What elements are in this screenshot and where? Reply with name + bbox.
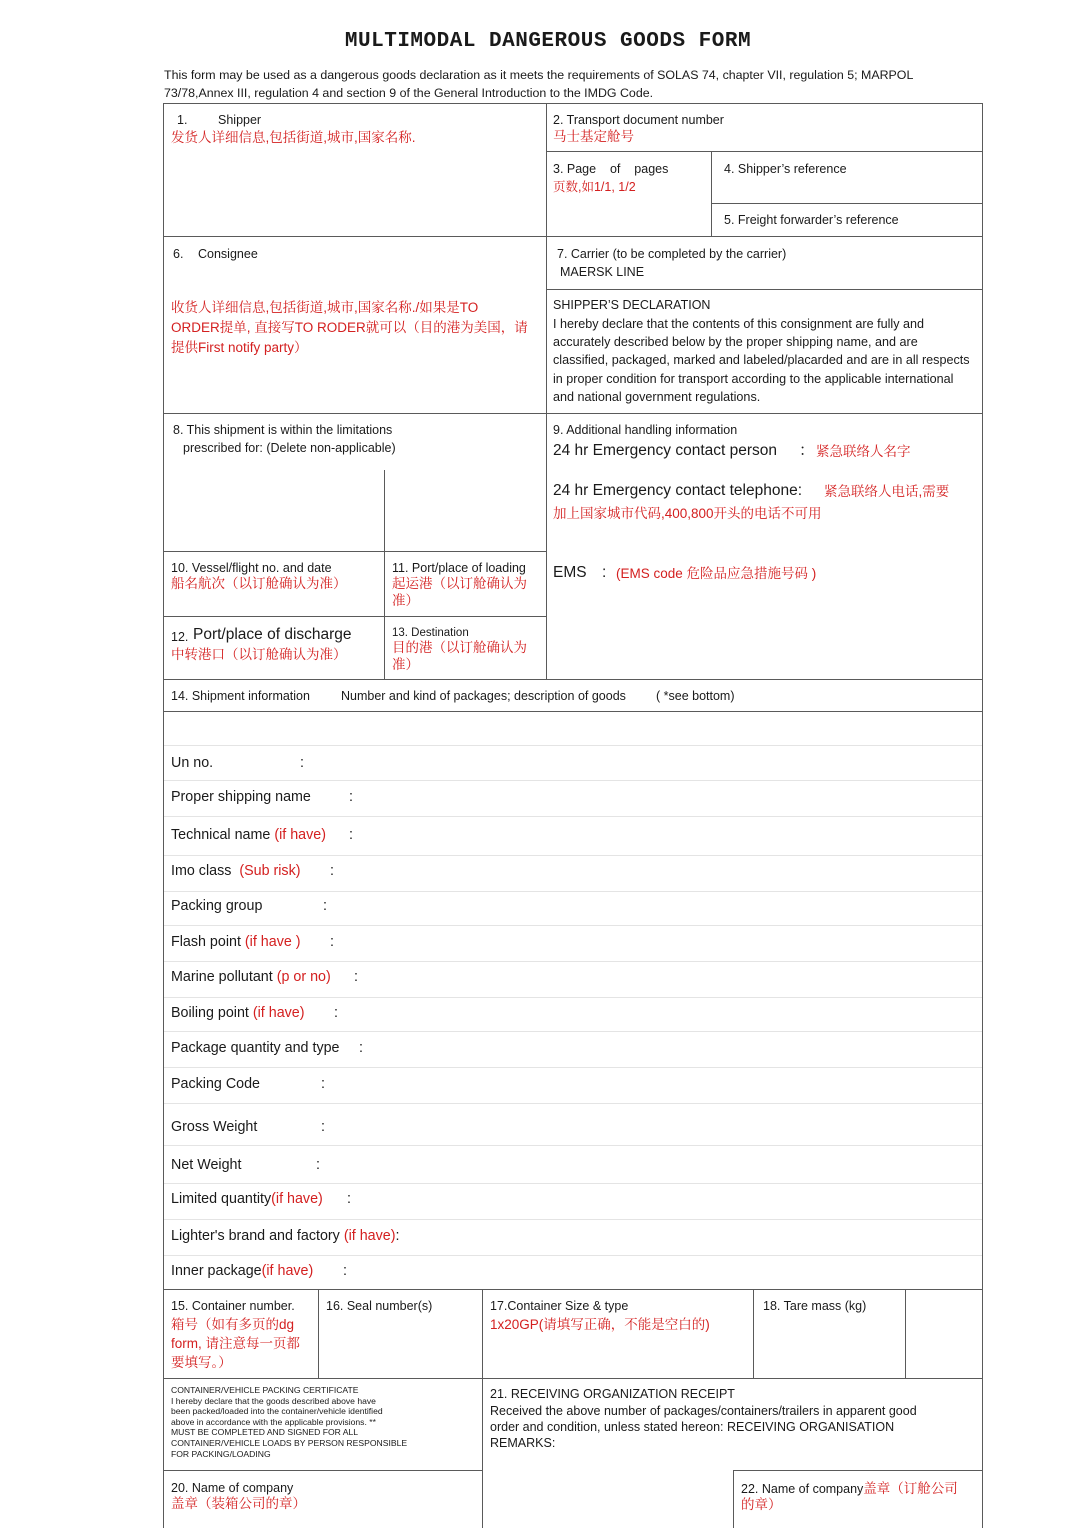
ems-label: EMS bbox=[553, 564, 587, 581]
port-loading-label: 11. Port/place of loading bbox=[392, 561, 526, 575]
field-limited-quantity bbox=[171, 1191, 323, 1207]
transport-doc-note: 马士基定舱号 bbox=[553, 129, 634, 144]
row-separator bbox=[164, 1145, 982, 1146]
receipt-heading: 21. RECEIVING ORGANIZATION RECEIPT bbox=[490, 1387, 735, 1401]
field-un-no bbox=[171, 755, 213, 771]
vessel-flight-label: 10. Vessel/flight no. and date bbox=[171, 561, 332, 575]
field-flash-point bbox=[171, 934, 301, 950]
row-separator bbox=[164, 925, 982, 926]
field-gross-weight bbox=[171, 1119, 257, 1135]
consignee-note-1: 收货人详细信息,包括街道,城市,国家名称./如果是TO bbox=[171, 300, 479, 315]
divider-h bbox=[711, 203, 983, 204]
carrier-value: MAERSK LINE bbox=[560, 265, 645, 279]
port-discharge-label: Port/place of discharge bbox=[193, 626, 352, 643]
field-note: (if have) bbox=[271, 1191, 323, 1207]
field-inner-package bbox=[171, 1263, 313, 1279]
field-label: Marine pollutant bbox=[171, 969, 277, 985]
field-colon: : bbox=[334, 1005, 338, 1021]
row-separator bbox=[164, 1067, 982, 1068]
consignee-label: Consignee bbox=[198, 247, 258, 261]
packing-cert-line: MUST BE COMPLETED AND SIGNED FOR ALL bbox=[171, 1427, 359, 1438]
form-title: MULTIMODAL DANGEROUS GOODS FORM bbox=[344, 30, 752, 53]
divider-h bbox=[546, 151, 983, 152]
field-colon: : bbox=[359, 1040, 363, 1056]
emergency-contact-person-note: 紧急联络人名字 bbox=[816, 444, 911, 459]
booking-company-note-2: 的章） bbox=[741, 1497, 782, 1512]
divider-h bbox=[163, 679, 983, 680]
row-separator bbox=[164, 1219, 982, 1220]
packing-cert-line: FOR PACKING/LOADING bbox=[171, 1448, 271, 1459]
field-colon: : bbox=[349, 827, 353, 843]
divider-h bbox=[733, 1470, 983, 1471]
field-label: Limited quantity bbox=[171, 1191, 272, 1207]
field-label: Package quantity and type bbox=[171, 1040, 340, 1056]
divider-v bbox=[384, 470, 385, 679]
field-package-quantity-type bbox=[171, 1040, 340, 1056]
field-label: Imo class bbox=[171, 863, 240, 879]
field-label: Proper shipping name bbox=[171, 789, 311, 805]
field-colon: : bbox=[321, 1119, 325, 1135]
field-net-weight bbox=[171, 1157, 241, 1173]
divider-v bbox=[482, 1289, 483, 1528]
field-packing-code bbox=[171, 1076, 260, 1092]
field-packing-group bbox=[171, 898, 262, 914]
emergency-contact-phone-label: 24 hr Emergency contact telephone: bbox=[553, 482, 803, 499]
form-border-right bbox=[982, 103, 983, 1528]
ems-colon: : bbox=[602, 564, 607, 581]
field-imo-class bbox=[171, 863, 301, 879]
additional-handling-label: 9. Additional handling information bbox=[553, 423, 738, 437]
packer-company-label: 20. Name of company bbox=[171, 1481, 294, 1495]
seal-number-label: 16. Seal number(s) bbox=[326, 1299, 433, 1313]
row-separator bbox=[164, 780, 982, 781]
booking-company-label-text: 22. Name of company bbox=[741, 1482, 864, 1496]
destination-note-1: 目的港（以订舱确认为 bbox=[392, 640, 527, 655]
divider-h bbox=[163, 616, 546, 617]
packing-cert-line: above in accordance with the applicable provisions. ** bbox=[171, 1416, 376, 1427]
form-border-top bbox=[163, 103, 983, 104]
row-separator bbox=[164, 745, 982, 746]
divider-h bbox=[163, 236, 983, 237]
destination-label: 13. Destination bbox=[392, 627, 469, 639]
limitations-line-2: prescribed for: (Delete non-applicable) bbox=[183, 441, 396, 455]
receipt-line-1: Received the above number of packages/containers/trailers in apparent good bbox=[490, 1404, 917, 1418]
packing-cert-line: been packed/loaded into the container/vehicle identified bbox=[171, 1406, 383, 1417]
packing-cert-line: I hereby declare that the goods described above have bbox=[171, 1395, 376, 1406]
carrier-label: 7. Carrier (to be completed by the carrier) bbox=[557, 247, 787, 261]
container-number-note-1: 箱号（如有多页的dg bbox=[171, 1317, 295, 1332]
row-separator bbox=[164, 1031, 982, 1032]
container-size-label: 17.Container Size & type bbox=[490, 1299, 629, 1313]
shipment-info-see: ( *see bottom) bbox=[656, 689, 735, 703]
field-colon: : bbox=[300, 755, 304, 771]
emergency-contact-person-colon: ： bbox=[799, 442, 815, 459]
row-separator bbox=[164, 1103, 982, 1104]
packer-company-note: 盖章（装箱公司的章） bbox=[171, 1496, 306, 1511]
shipper-note: 发货人详细信息,包括街道,城市,国家名称. bbox=[171, 130, 416, 145]
field-colon: : bbox=[316, 1157, 320, 1173]
field-note: (Sub risk) bbox=[239, 863, 301, 879]
emergency-contact-phone-note-1: 紧急联络人电话,需要 bbox=[824, 484, 950, 499]
row-separator bbox=[164, 891, 982, 892]
field-colon: : bbox=[354, 969, 358, 985]
field-label: Packing Code bbox=[171, 1076, 261, 1092]
receipt-line-3: REMARKS: bbox=[490, 1436, 556, 1450]
field-label: Inner package bbox=[171, 1263, 262, 1279]
field-label: Boiling point bbox=[171, 1005, 253, 1021]
divider-h bbox=[163, 1378, 983, 1379]
field-note: (p or no) bbox=[276, 969, 331, 985]
field-label: Technical name bbox=[171, 827, 275, 843]
row-separator bbox=[164, 816, 982, 817]
page-label: 3. Page of pages bbox=[553, 162, 669, 176]
field-label: Packing group bbox=[171, 898, 263, 914]
packing-certificate bbox=[171, 1385, 477, 1459]
divider-v bbox=[318, 1289, 319, 1378]
field-colon: : bbox=[349, 789, 353, 805]
divider-h bbox=[163, 551, 546, 552]
divider-h bbox=[546, 289, 983, 290]
field-note: (if have) bbox=[261, 1263, 314, 1279]
row-separator bbox=[164, 1255, 982, 1256]
field-lighter-brand bbox=[171, 1228, 399, 1244]
form-intro: This form may be used as a dangerous goods declaration as it meets the requirements of SOLAS 74, chapter VII, regulation 5; MARPOL 73/78,Annex III, regulation 4 and section 9 of the General Introduction to the IMDG Code. bbox=[164, 68, 913, 100]
row-separator bbox=[164, 1183, 982, 1184]
booking-company-note-1: 盖章（订舱公司 bbox=[863, 1481, 958, 1496]
transport-doc-label: 2. Transport document number bbox=[553, 113, 724, 127]
port-loading-note-1: 起运港（以订舱确认为 bbox=[392, 576, 527, 591]
field-technical-name bbox=[171, 827, 326, 843]
port-discharge-note: 中转港口（以订舱确认为准） bbox=[171, 647, 347, 662]
shipper-number: 1. bbox=[177, 113, 188, 127]
limitations-line-1: 8. This shipment is within the limitations bbox=[173, 423, 393, 437]
field-colon: : bbox=[330, 934, 334, 950]
freight-forwarder-reference-label: 5. Freight forwarder’s reference bbox=[724, 213, 899, 227]
shipper-reference-label: 4. Shipper’s reference bbox=[724, 162, 847, 176]
page-note: 页数,如1/1, 1/2 bbox=[553, 180, 636, 194]
field-marine-pollutant bbox=[171, 969, 331, 985]
destination-note-2: 准） bbox=[392, 657, 419, 672]
field-label: Un no. bbox=[171, 755, 214, 771]
tare-mass-label: 18. Tare mass (kg) bbox=[763, 1299, 867, 1313]
divider-h bbox=[163, 413, 983, 414]
vessel-flight-note: 船名航次（以订舱确认为准） bbox=[171, 576, 347, 591]
divider-v bbox=[711, 151, 712, 236]
emergency-contact-phone-note-2: 加上国家城市代码,400,800开头的电话不可用 bbox=[553, 506, 822, 521]
container-number-label: 15. Container number. bbox=[171, 1299, 295, 1313]
field-note: (if have ) bbox=[244, 934, 301, 950]
field-colon: : bbox=[395, 1228, 400, 1244]
packing-cert-line: CONTAINER/VEHICLE LOADS BY PERSON RESPONSIBLE bbox=[171, 1437, 408, 1448]
field-colon: : bbox=[323, 898, 327, 914]
field-label: Net Weight bbox=[171, 1157, 242, 1173]
container-size-note: 1x20GP(请填写正确，不能是空白的) bbox=[490, 1317, 710, 1332]
consignee-note-2: ORDER提单, 直接写TO RODER就可以（目的港为美国，请 bbox=[171, 320, 528, 335]
declaration-heading: SHIPPER’S DECLARATION bbox=[553, 298, 711, 312]
consignee-note-3: 提供First notify party） bbox=[171, 340, 308, 355]
ems-note: (EMS code 危险品应急措施号码 ) bbox=[616, 566, 817, 581]
receipt-line-2: order and condition, unless stated hereon: RECEIVING ORGANISATION bbox=[490, 1420, 895, 1434]
field-boiling-point bbox=[171, 1005, 305, 1021]
field-colon: : bbox=[330, 863, 334, 879]
row-separator bbox=[164, 997, 982, 998]
consignee-number: 6. bbox=[173, 247, 184, 261]
declaration-text: I hereby declare that the contents of this consignment are fully and accurately described below by the proper shipping name, and are classified, packaged, marked and labeled/placarded and are in all respects in proper condition for transport according to the applicable international and national government regulations. bbox=[553, 317, 970, 404]
divider-h bbox=[163, 711, 983, 712]
port-discharge-number: 12. bbox=[171, 630, 189, 644]
dangerous-goods-form bbox=[163, 103, 983, 1528]
container-number-note-3: 要填写。） bbox=[171, 1355, 232, 1370]
divider-h bbox=[163, 1470, 483, 1471]
shipper-label: Shipper bbox=[218, 113, 262, 127]
field-label: Lighter's brand and factory bbox=[171, 1228, 344, 1244]
field-colon: : bbox=[343, 1263, 347, 1279]
row-separator bbox=[164, 855, 982, 856]
field-note: (if have) bbox=[274, 827, 326, 843]
field-note: (if have) bbox=[252, 1005, 305, 1021]
divider-v bbox=[905, 1289, 906, 1378]
field-label: Flash point bbox=[171, 934, 245, 950]
field-label: Gross Weight bbox=[171, 1119, 258, 1135]
port-loading-note-2: 准） bbox=[392, 593, 419, 608]
container-number-note-2: form, 请注意每一页都 bbox=[171, 1336, 301, 1351]
divider-v bbox=[753, 1289, 754, 1378]
field-colon: : bbox=[321, 1076, 325, 1092]
divider-main-vertical bbox=[546, 103, 547, 679]
field-proper-shipping-name bbox=[171, 789, 311, 805]
field-colon: : bbox=[347, 1191, 351, 1207]
shipment-info-desc: Number and kind of packages; description of goods bbox=[341, 689, 626, 703]
emergency-contact-person-label: 24 hr Emergency contact person bbox=[553, 442, 778, 459]
row-separator bbox=[164, 961, 982, 962]
packing-cert-line: CONTAINER/VEHICLE PACKING CERTIFICATE bbox=[171, 1385, 359, 1395]
divider-h bbox=[163, 1289, 983, 1290]
divider-v bbox=[733, 1470, 734, 1528]
shipment-info-label: 14. Shipment information bbox=[171, 689, 310, 703]
field-note: (if have) bbox=[343, 1228, 396, 1244]
